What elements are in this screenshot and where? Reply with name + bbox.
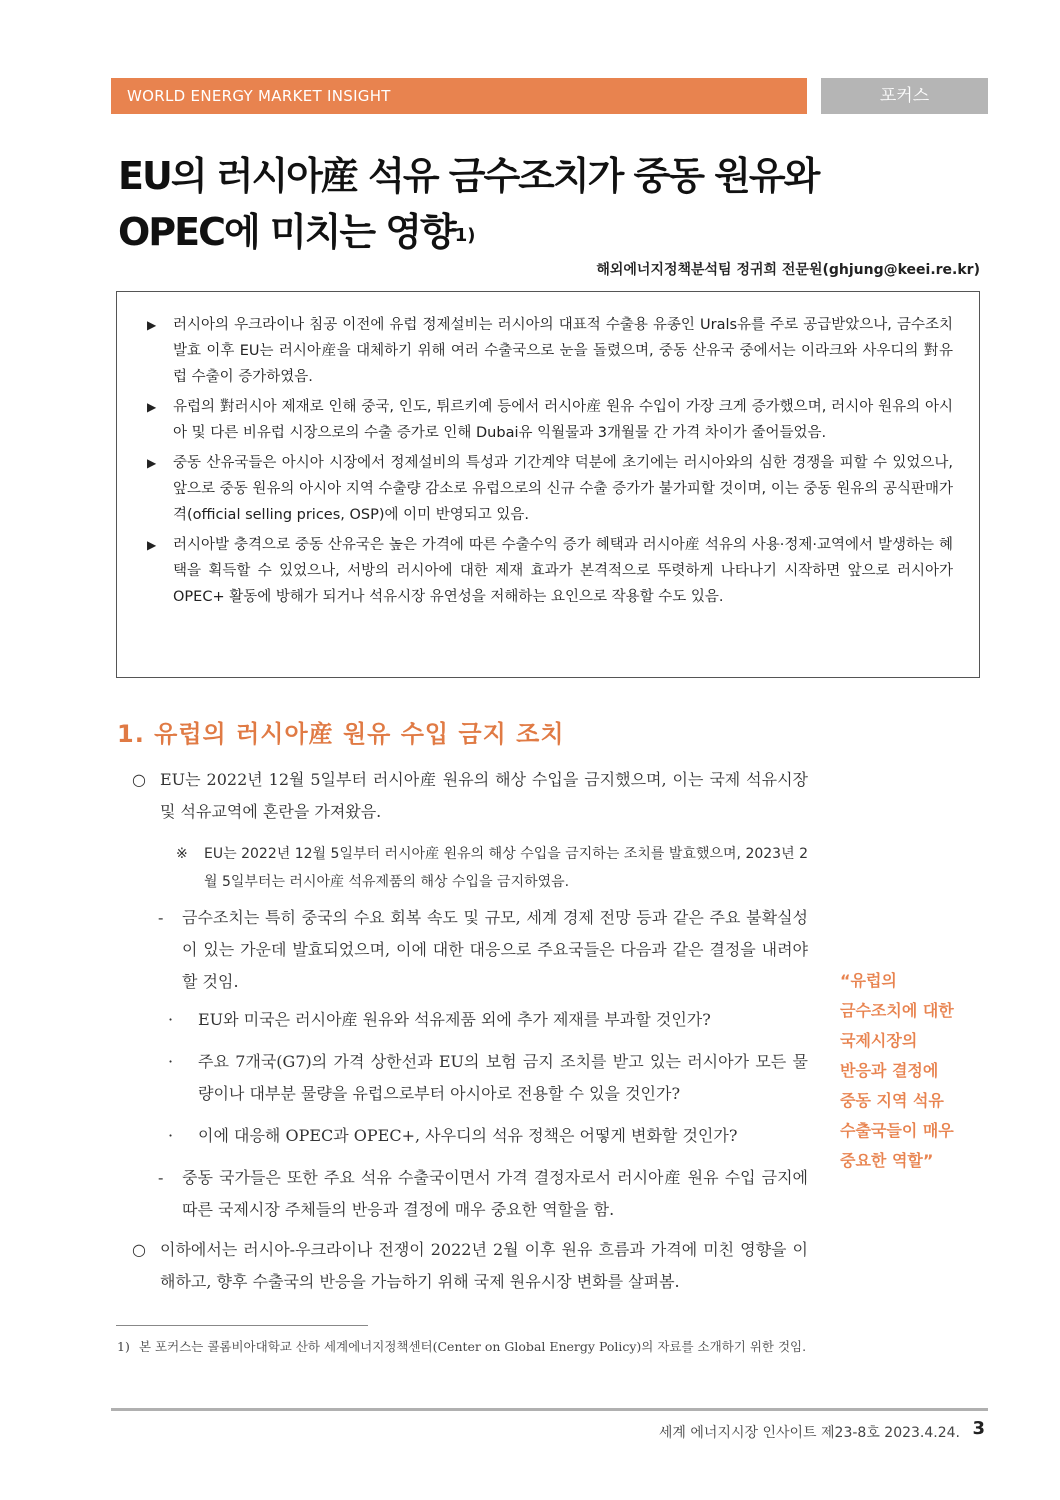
footnote-mark: 1) xyxy=(117,1339,130,1354)
dash-marker-icon: - xyxy=(158,1168,164,1187)
sub-paragraph xyxy=(132,902,808,998)
summary-box xyxy=(116,291,980,678)
question-item xyxy=(132,1004,808,1036)
note-text: EU는 2022년 12월 5일부터 러시아産 원유의 해상 수입을 금지하는 조치를 발효했으며, 2023년 2월 5일부터는 러시아産 석유제품의 해상 수입을 금지하였음. xyxy=(204,846,808,890)
paragraph-text: 이하에서는 러시아-우크라이나 전쟁이 2022년 2월 이후 원유 흐름과 가격에 미친 영향을 이해하고, 향후 수출국의 반응을 가늠하기 위해 국제 원유시장 변화를 살펴봄. xyxy=(160,1240,808,1291)
title-footnote-ref: 1) xyxy=(454,225,476,246)
circle-marker-icon: ○ xyxy=(132,1240,146,1259)
section-tag: 포커스 xyxy=(821,78,988,114)
summary-text: 중동 산유국들은 아시아 시장에서 정제설비의 특성과 기간계약 덕분에 초기에는 러시아와의 심한 경쟁을 피할 수 있었으나, 앞으로 중동 원유의 아시아 지역 수출량 감소로 유럽으로의 신규 수출 증가가 불가피할 것이며, 이는 중동 원유의 공식판매가격(official selling prices, OSP)에 이미 반영되고 있음. xyxy=(173,455,953,523)
sub-paragraph-text: 중동 국가들은 또한 주요 석유 수출국이면서 가격 결정자로서 러시아産 원유 수입 금지에 따른 국제시장 주체들의 반응과 결정에 매우 중요한 역할을 함. xyxy=(182,1168,808,1219)
pull-quote-line: 중요한 역할” xyxy=(840,1151,934,1170)
question-text: EU와 미국은 러시아産 원유와 석유제품 외에 추가 제재를 부과할 것인가? xyxy=(198,1010,711,1029)
title-line-2: OPEC에 미치는 영향 xyxy=(118,210,455,254)
question-item xyxy=(132,1046,808,1110)
note xyxy=(132,840,808,896)
page-number: 3 xyxy=(972,1418,985,1439)
pull-quote-line: 중동 지역 석유 xyxy=(840,1091,944,1110)
title-line-1: EU의 러시아産 석유 금수조치가 중동 원유와 xyxy=(118,154,819,198)
footnote-text: 본 포커스는 콜롬비아대학교 산하 세계에너지정책센터(Center on Global Energy Policy)의 자료를 소개하기 위한 것임. xyxy=(139,1339,807,1354)
dot-marker-icon: · xyxy=(168,1010,174,1029)
summary-item xyxy=(147,532,953,610)
summary-text: 유럽의 對러시아 제재로 인해 중국, 인도, 튀르키예 등에서 러시아産 원유 수입이 가장 크게 증가했으며, 러시아 원유의 아시아 및 다른 비유럽 시장으로의 수출 증가로 인해 Dubai유 익월물과 3개월물 간 가격 차이가 줄어들었음. xyxy=(173,399,953,441)
page-title xyxy=(118,148,978,260)
publication-banner: WORLD ENERGY MARKET INSIGHT xyxy=(111,78,807,114)
bullet-arrow-icon: ▶ xyxy=(147,318,157,332)
author-line: 해외에너지정책분석팀 정귀희 전문원(ghjung@keei.re.kr) xyxy=(596,262,980,278)
dot-marker-icon: · xyxy=(168,1126,174,1145)
footnote xyxy=(117,1336,807,1358)
bullet-arrow-icon: ▶ xyxy=(147,538,157,552)
paragraph-text: EU는 2022년 12월 5일부터 러시아産 원유의 해상 수입을 금지했으며, 이는 국제 석유시장 및 석유교역에 혼란을 가져왔음. xyxy=(160,770,808,821)
pull-quote-line: 반응과 결정에 xyxy=(840,1061,939,1080)
bullet-arrow-icon: ▶ xyxy=(147,456,157,470)
paragraph xyxy=(132,764,808,828)
footnote-divider xyxy=(116,1325,368,1326)
dash-marker-icon: - xyxy=(158,908,164,927)
pull-quote-line: 국제시장의 xyxy=(840,1031,918,1050)
note-marker-icon: ※ xyxy=(176,846,188,862)
bullet-arrow-icon: ▶ xyxy=(147,400,157,414)
pull-quote-line: 금수조치에 대한 xyxy=(840,1001,954,1020)
pull-quote-line: “유럽의 xyxy=(840,971,897,990)
summary-text: 러시아의 우크라이나 침공 이전에 유럽 정제설비는 러시아의 대표적 수출용 유종인 Urals유를 주로 공급받았으나, 금수조치 발효 이후 EU는 러시아産을 대체하기 위해 여러 수출국으로 눈을 돌렸으며, 중동 산유국 중에서는 이라크와 사우디의 對유럽 수출이 증가하였음. xyxy=(173,317,953,385)
circle-marker-icon: ○ xyxy=(132,770,146,789)
sub-paragraph-text: 금수조치는 특히 중국의 수요 회복 속도 및 규모, 세계 경제 전망 등과 같은 주요 불확실성이 있는 가운데 발효되었으며, 이에 대한 대응으로 주요국들은 다음과 같은 결정을 내려야 할 것임. xyxy=(182,908,808,991)
question-text: 이에 대응해 OPEC과 OPEC+, 사우디의 석유 정책은 어떻게 변화할 것인가? xyxy=(198,1126,738,1145)
pull-quote xyxy=(840,966,970,1176)
footer-publication-info: 세계 에너지시장 인사이트 제23-8호 2023.4.24. xyxy=(658,1425,960,1441)
summary-item xyxy=(147,450,953,528)
summary-text: 러시아발 충격으로 중동 산유국은 높은 가격에 따른 수출수익 증가 혜택과 러시아産 석유의 사용·정제·교역에서 발생하는 혜택을 획득할 수 있었으나, 서방의 러시아에 대한 제재 효과가 본격적으로 뚜렷하게 나타나기 시작하면 앞으로 러시아가 OPEC+ 활동에 방해가 되거나 석유시장 유연성을 저해하는 요인으로 작용할 수도 있음. xyxy=(173,537,954,605)
section-heading: 1. 유럽의 러시아産 원유 수입 금지 조치 xyxy=(117,720,565,748)
question-text: 주요 7개국(G7)의 가격 상한선과 EU의 보험 금지 조치를 받고 있는 러시아가 모든 물량이나 대부분 물량을 유럽으로부터 아시아로 전용할 수 있을 것인가? xyxy=(198,1052,808,1103)
section-body xyxy=(132,764,808,1298)
dot-marker-icon: · xyxy=(168,1052,174,1071)
pull-quote-line: 수출국들이 매우 xyxy=(840,1121,954,1140)
question-item xyxy=(132,1120,808,1152)
paragraph xyxy=(132,1234,808,1298)
sub-paragraph xyxy=(132,1162,808,1226)
summary-item xyxy=(147,394,953,446)
footer-divider xyxy=(111,1408,988,1411)
summary-item xyxy=(147,312,953,390)
